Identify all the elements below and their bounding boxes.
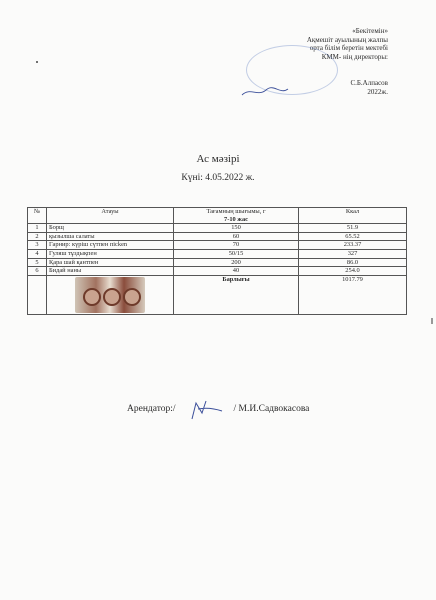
table-cell-name: Бидай наны [47, 267, 174, 276]
table-cell-portion: 50/15 [174, 249, 299, 258]
header-portion-age: 7-10 жас [224, 215, 248, 223]
table-cell-name: Борщ [47, 224, 174, 233]
header-portion [174, 208, 299, 224]
approval-line: орта білім беретін мектебі [309, 44, 388, 53]
table-cell-kcal: 65.52 [299, 232, 407, 241]
table-cell-num: 4 [28, 249, 47, 258]
tenant-name: / М.И.Садвокасова [233, 404, 310, 414]
menu-date: Күні: 4.05.2022 ж. [181, 173, 255, 183]
table-cell-name: қызылша салаты [47, 232, 174, 241]
total-row [28, 275, 407, 314]
table-cell-kcal: 327 [299, 249, 407, 258]
total-label: Барлығы [174, 275, 299, 314]
header-portion-label: Тағамның шығымы, г [206, 208, 266, 215]
table-cell-name: Гарнир: күріш сүтпен пісken [47, 241, 174, 250]
page-title: Ас мәзірі [196, 153, 240, 165]
table-cell-kcal: 233.37 [299, 241, 407, 250]
table-cell-portion: 40 [174, 267, 299, 276]
table-cell [28, 275, 47, 314]
approval-line: «Бекітемін» [352, 27, 388, 35]
table-row [28, 267, 407, 276]
scan-mark [431, 318, 433, 324]
table-cell-name: Гуляш тұздықпен [47, 249, 174, 258]
tenant-signature [186, 399, 226, 423]
approval-line: Ақмешіт ауылының жалпы [306, 35, 388, 44]
table-cell-num: 3 [28, 241, 47, 250]
header-kcal: Ккал [299, 208, 407, 224]
tenant-signature-line [127, 404, 309, 414]
table-row [28, 249, 407, 258]
table-cell-portion: 150 [174, 224, 299, 233]
table-cell-portion: 70 [174, 241, 299, 250]
table-row [28, 232, 407, 241]
table-cell-kcal: 51.9 [299, 224, 407, 233]
table-row [28, 258, 407, 267]
table-cell-name: Қара шай қантпен [47, 258, 174, 267]
table-cell-portion: 200 [174, 258, 299, 267]
food-photo [75, 277, 145, 313]
total-value: 1017.79 [299, 275, 407, 314]
approval-line: КММ- нің директоры: [321, 52, 388, 61]
header-name: Атауы [47, 208, 174, 224]
tenant-label: Арендатор:/ [127, 404, 176, 414]
table-cell-portion: 60 [174, 232, 299, 241]
table-cell-kcal: 254.0 [299, 267, 407, 276]
table-header-row [28, 208, 407, 224]
approval-year: 2022ж. [367, 87, 388, 96]
director-name: С.Б.Алпасов [350, 79, 388, 88]
approval-block [218, 27, 388, 97]
table-row [28, 241, 407, 250]
table-cell-num: 6 [28, 267, 47, 276]
table-cell-num: 2 [28, 232, 47, 241]
menu-table [27, 207, 407, 315]
table-row [28, 224, 407, 233]
header-num: № [28, 208, 47, 224]
table-cell-num: 1 [28, 224, 47, 233]
table-cell [47, 275, 174, 314]
director-signature [240, 85, 300, 99]
scan-dot [36, 61, 38, 63]
table-cell-kcal: 86.0 [299, 258, 407, 267]
table-cell-num: 5 [28, 258, 47, 267]
